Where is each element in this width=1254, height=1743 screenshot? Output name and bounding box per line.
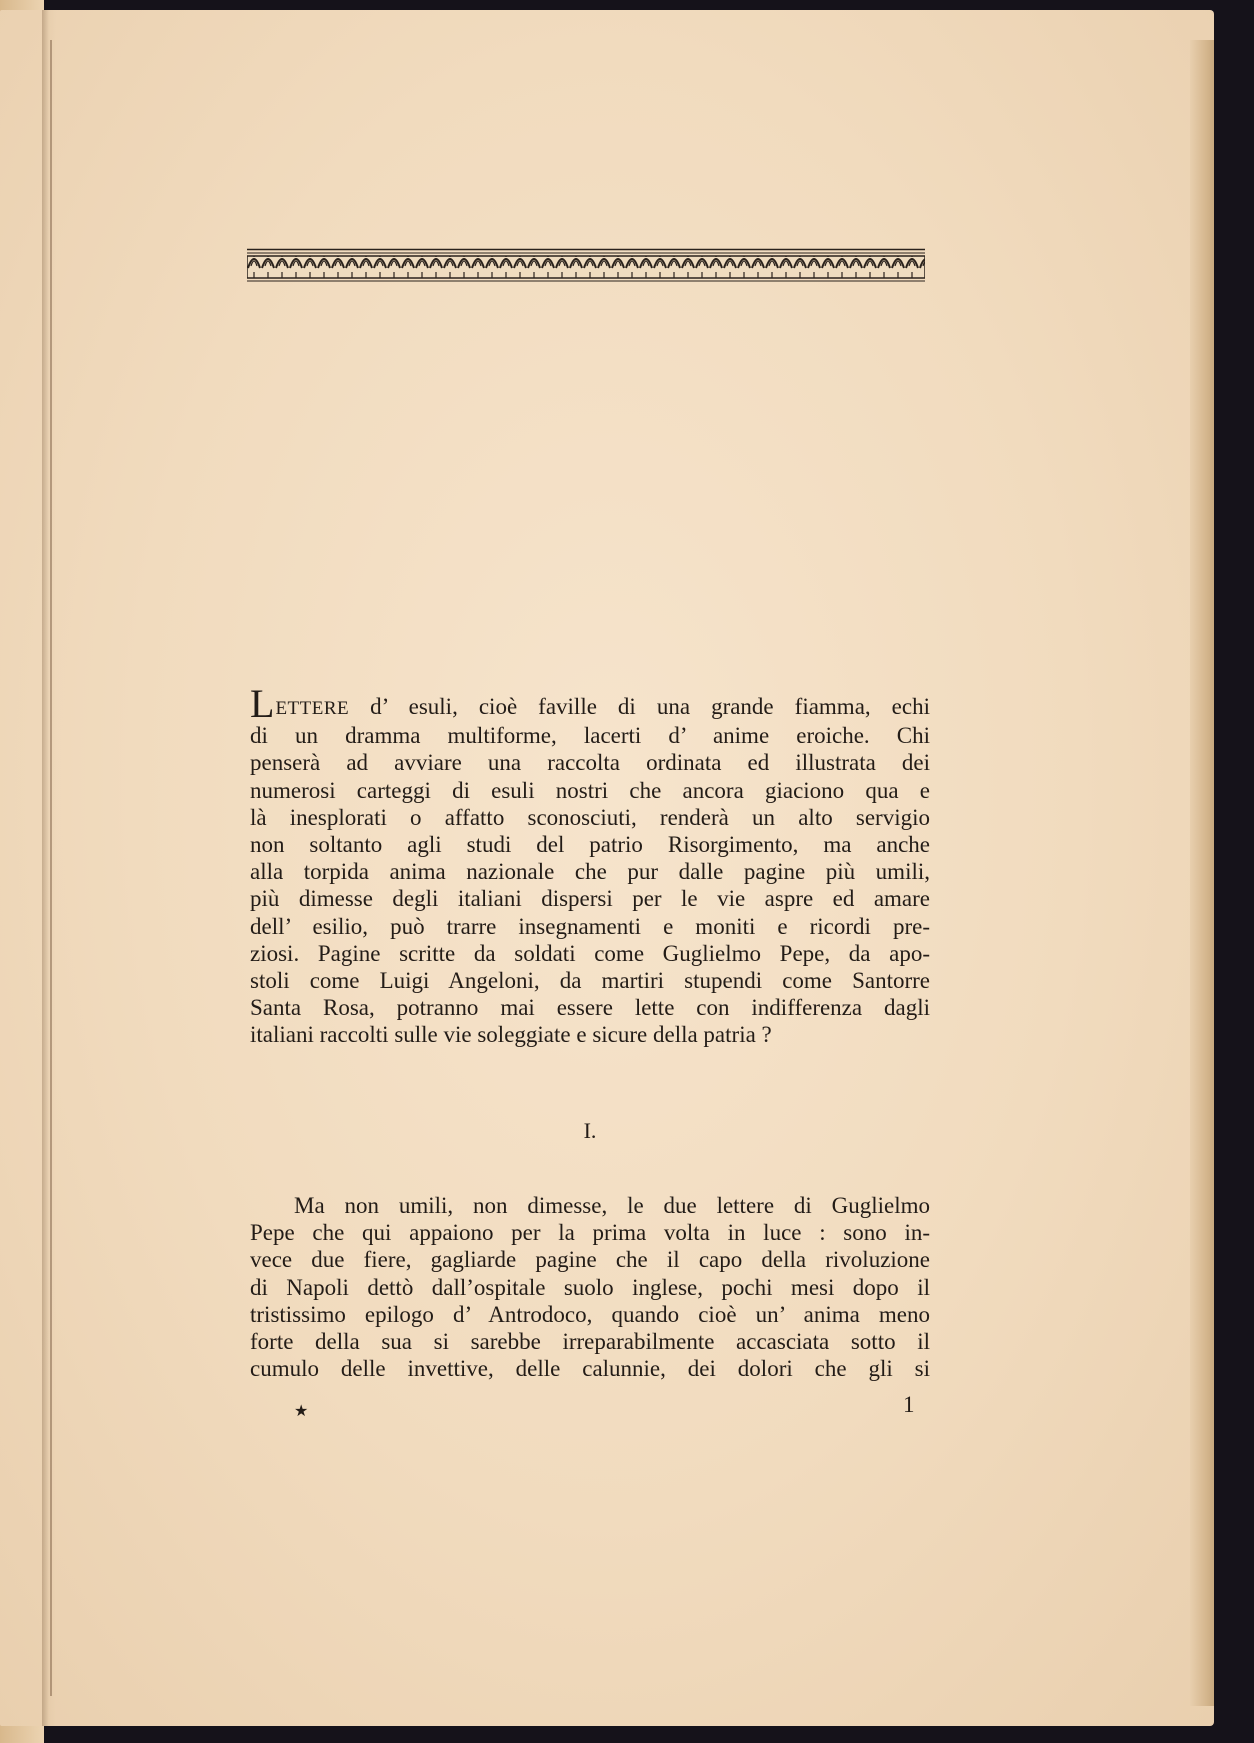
ornament-band-icon (247, 248, 925, 284)
body-line-4: di Napoli dettò dall’ospitale suolo inglese, pochi mesi dopo il (250, 1274, 930, 1300)
intro-line-5: là inesplorati o affatto sconosciuti, renderà un alto servigio (250, 804, 930, 830)
intro-line-1: LETTERE d’ esuli, cioè faville di una grande fiamma, echi (250, 681, 930, 726)
intro-line-8: più dimesse degli italiani dispersi per le vie aspre ed amare (250, 886, 930, 912)
intro-line-13: italiani raccolti sulle vie soleggiate e sicure della patria ? (250, 1022, 772, 1048)
intro-line-3: penserà ad avviare una raccolta ordinata ed illustrata dei (250, 750, 930, 776)
drop-cap: L (250, 681, 275, 726)
intro-line-12: Santa Rosa, potranno mai essere lette con indifferenza dagli (250, 995, 930, 1021)
intro-line-6: non soltanto agli studi del patrio Risorgimento, ma anche (250, 832, 930, 858)
page-number: 1 (903, 1392, 915, 1417)
body-line-6: forte della sua si sarebbe irreparabilmente accasciata sotto il (250, 1329, 930, 1355)
section-heading: I. (583, 1118, 597, 1143)
intro-line-7: alla torpida anima nazionale che pur dalle pagine più umili, (250, 859, 930, 885)
decorative-header-band (247, 248, 925, 284)
body-line-1: Ma non umili, non dimesse, le due lettere di Guglielmo (294, 1193, 930, 1218)
intro-line-2: di un dramma multiforme, lacerti d’ anime eroiche. Chi (250, 723, 930, 749)
page-gutter-shadow (42, 10, 56, 1726)
intro-paragraph (250, 681, 930, 1049)
signature-star-mark: ★ (294, 1403, 309, 1420)
body-paragraph (250, 1192, 930, 1382)
intro-first-word: ETTERE (275, 698, 350, 719)
body-line-7: cumulo delle invettive, delle calunnie, dei dolori che gli si (250, 1356, 930, 1382)
body-line-2: Pepe che qui appaiono per la prima volta in luce : sono in- (250, 1220, 930, 1246)
body-line-5: tristissimo epilogo d’ Antrodoco, quando cioè un’ anima meno (250, 1301, 930, 1327)
body-line-3: vece due fiere, gagliarde pagine che il capo della rivoluzione (250, 1247, 930, 1273)
intro-line-10: ziosi. Pagine scritte da soldati come Guglielmo Pepe, da apo- (250, 940, 930, 966)
page-fore-edge (1190, 40, 1214, 1706)
intro-line-9: dell’ esilio, può trarre insegnamenti e moniti e ricordi pre- (250, 913, 930, 939)
intro-line-11: stoli come Luigi Angeloni, da martiri stupendi come Santorre (250, 968, 930, 994)
binding-fold (50, 40, 52, 1696)
intro-line-4: numerosi carteggi di esuli nostri che ancora giaciono qua e (250, 777, 930, 803)
